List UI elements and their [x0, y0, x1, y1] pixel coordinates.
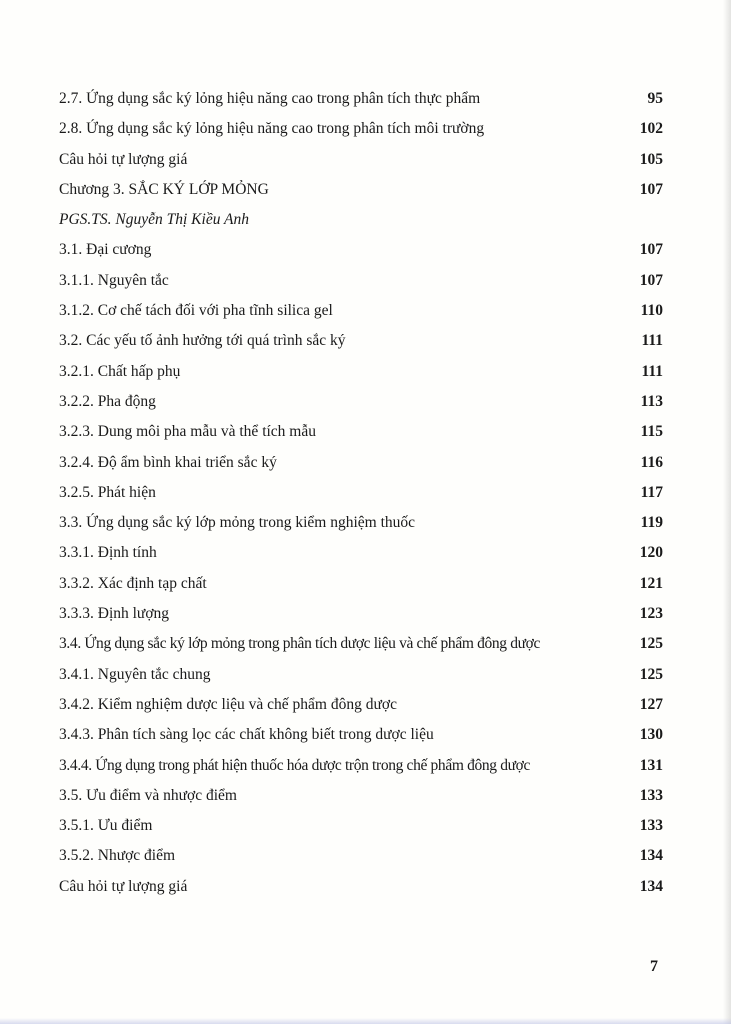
- toc-entry-title: 3.2.1. Chất hấp phụ: [59, 362, 181, 380]
- toc-entry-page: 116: [640, 453, 663, 471]
- toc-entry-page: 123: [639, 605, 663, 623]
- toc-entry-page: 113: [640, 392, 663, 410]
- toc-entry-title: 3.1. Đại cương: [59, 241, 152, 259]
- toc-entry: [59, 357, 663, 387]
- toc-entry: [59, 114, 663, 144]
- toc-entry-page: 119: [640, 514, 663, 532]
- toc-entry-title: 3.2.3. Dung môi pha mẫu và thể tích mẫu: [59, 423, 316, 441]
- toc-entry-page: 105: [639, 150, 663, 168]
- toc-entry-title: 3.3.2. Xác định tạp chất: [59, 574, 207, 592]
- toc-entry-title: 3.2. Các yếu tố ảnh hưởng tới quá trình sắc ký: [59, 332, 346, 350]
- toc-entry-page: 110: [640, 302, 663, 320]
- toc-entry-title: 3.3. Ứng dụng sắc ký lớp mỏng trong kiểm nghiệm thuốc: [59, 514, 416, 532]
- toc-entry-page: 127: [639, 695, 663, 713]
- toc-entry: [59, 448, 663, 478]
- toc-entry-title: 2.7. Ứng dụng sắc ký lỏng hiệu năng cao trong phân tích thực phẩm: [59, 90, 481, 107]
- toc-entry: [59, 599, 663, 629]
- toc-entry: [59, 417, 663, 447]
- toc-entry-page: 133: [639, 817, 663, 835]
- toc-entry-title: 3.1.2. Cơ chế tách đối với pha tĩnh silica gel: [59, 302, 333, 320]
- toc-entry-title: 3.4.2. Kiểm nghiệm dược liệu và chế phẩm đông dược: [59, 695, 397, 713]
- toc-entry-title: 3.1.1. Nguyên tắc: [59, 271, 169, 289]
- toc-entry-page: 133: [639, 786, 663, 804]
- toc-entry: [59, 205, 663, 235]
- toc-entry-page: 125: [639, 665, 663, 683]
- toc-entry-page: 120: [639, 544, 663, 562]
- toc-entry: [59, 235, 663, 265]
- toc-entry: [59, 690, 663, 720]
- toc-entry: [59, 781, 663, 811]
- toc-entry-title: 3.4.1. Nguyên tắc chung: [59, 665, 211, 683]
- toc-entry: [59, 508, 663, 538]
- toc-entry-page: 117: [640, 483, 663, 501]
- toc-entry: [59, 478, 663, 508]
- toc-entry-page: 107: [639, 271, 663, 289]
- toc-entry: [59, 720, 663, 750]
- toc-entry-title: 3.3.3. Định lượng: [59, 605, 170, 623]
- scan-bottom-band: [0, 1018, 731, 1024]
- toc-entry: [59, 296, 663, 326]
- toc-entry-title: 3.3.1. Định tính: [59, 544, 157, 562]
- page-edge-shadow: [723, 0, 731, 1024]
- toc-entry-title: 3.4. Ứng dụng sắc ký lớp mỏng trong phân tích dược liệu và chế phẩm đông dược: [59, 635, 541, 653]
- toc-entry: [59, 175, 663, 205]
- toc-entry: [59, 872, 663, 902]
- toc-entry-page: 131: [639, 756, 663, 774]
- toc-entry-title: Câu hỏi tự lượng giá: [59, 150, 188, 168]
- page-number: 7: [650, 958, 658, 975]
- toc-entry-title: 3.5. Ưu điểm và nhược điểm: [59, 786, 237, 804]
- toc-entry-page: 102: [639, 120, 663, 138]
- toc-entry: [59, 326, 663, 356]
- toc-entry-page: 107: [639, 241, 663, 259]
- toc-entry-title: Chương 3. SẮC KÝ LỚP MỎNG: [59, 180, 269, 198]
- toc-entry-title: 3.4.4. Ứng dụng trong phát hiện thuốc hóa dược trộn trong chế phẩm đông dược: [59, 756, 531, 774]
- toc-entry: [59, 811, 663, 841]
- toc-entry: [59, 266, 663, 296]
- toc-author: PGS.TS. Nguyễn Thị Kiều Anh: [59, 211, 250, 229]
- toc-entry-title: 2.8. Ứng dụng sắc ký lỏng hiệu năng cao trong phân tích môi trường: [59, 120, 485, 138]
- toc-entry-page: 95: [647, 90, 663, 107]
- toc-entry-page: 130: [639, 726, 663, 744]
- toc-entry-page: 111: [641, 332, 663, 350]
- toc-entry-title: 3.2.4. Độ ẩm bình khai triển sắc ký: [59, 453, 277, 471]
- toc-entry-page: 134: [639, 877, 663, 895]
- toc-entry-page: 134: [639, 847, 663, 865]
- toc-entry-title: 3.5.1. Ưu điểm: [59, 817, 153, 835]
- toc-entry-page: 111: [641, 362, 663, 380]
- toc-entry: [59, 660, 663, 690]
- toc-entry-title: 3.5.2. Nhược điểm: [59, 847, 176, 865]
- toc-entry-page: 107: [639, 180, 663, 198]
- toc-entry-page: 121: [639, 574, 663, 592]
- toc-entry: [59, 751, 663, 781]
- toc-entry: [59, 629, 663, 659]
- toc-entry: [59, 538, 663, 568]
- toc-entry-page: 115: [640, 423, 663, 441]
- toc-entry-title: 3.2.5. Phát hiện: [59, 483, 156, 501]
- toc-entry-title: Câu hỏi tự lượng giá: [59, 877, 188, 895]
- toc-entry: [59, 84, 663, 114]
- toc-entry: [59, 841, 663, 871]
- table-of-contents: [59, 84, 663, 902]
- toc-entry: [59, 387, 663, 417]
- toc-entry-title: 3.2.2. Pha động: [59, 392, 156, 410]
- toc-entry-title: 3.4.3. Phân tích sàng lọc các chất không biết trong dược liệu: [59, 726, 434, 744]
- toc-entry: [59, 145, 663, 175]
- toc-entry: [59, 569, 663, 599]
- toc-entry-page: 125: [639, 635, 663, 653]
